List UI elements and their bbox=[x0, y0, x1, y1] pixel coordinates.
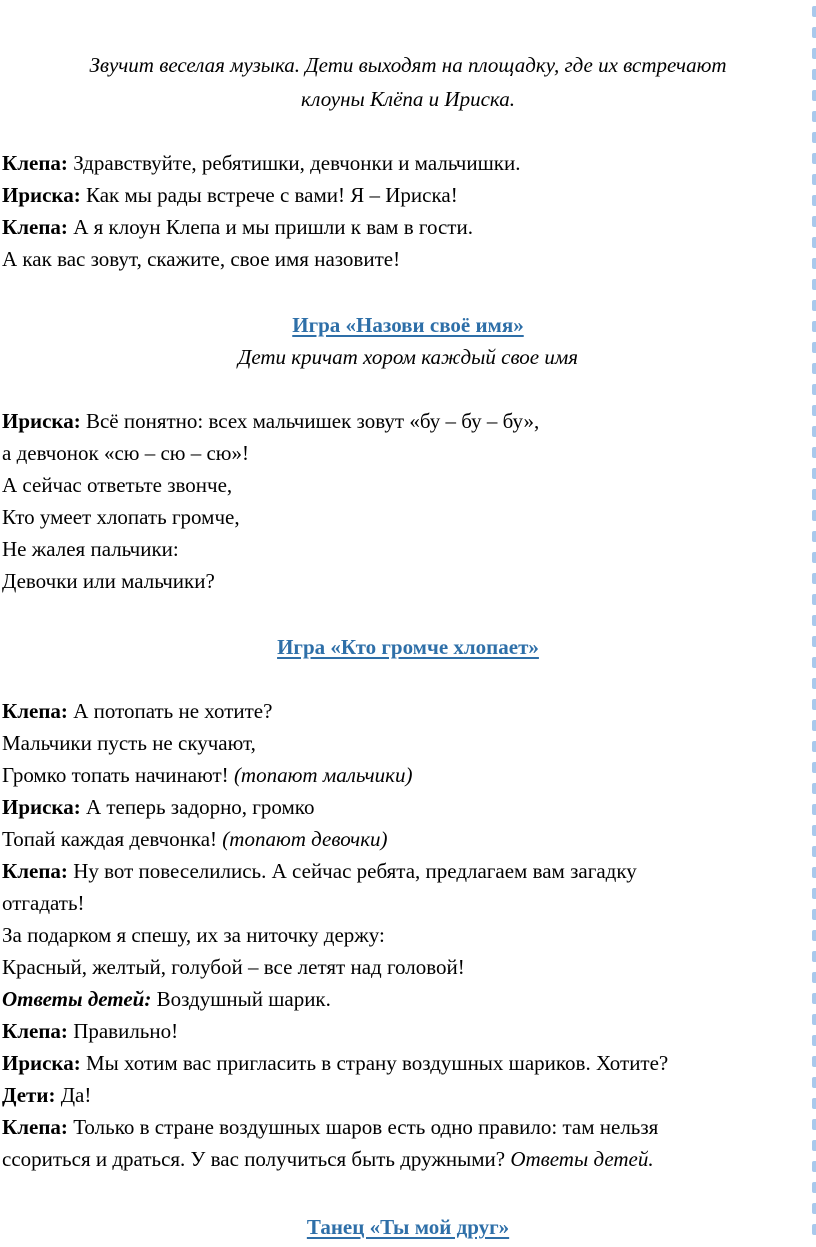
border-mark bbox=[812, 1203, 816, 1214]
dialogue-text: Только в стране воздушных шаров есть одно правило: там нельзя bbox=[67, 1115, 659, 1139]
border-mark bbox=[812, 615, 816, 626]
speaker-name: Ириска: bbox=[2, 409, 81, 433]
dialogue-text: Громко топать начинают! bbox=[2, 763, 234, 787]
speaker-name: Дети: bbox=[2, 1083, 56, 1107]
border-mark bbox=[812, 90, 816, 101]
border-mark bbox=[812, 258, 816, 269]
dialogue-text: Здравствуйте, ребятишки, девчонки и мальчишки. bbox=[67, 151, 521, 175]
border-mark bbox=[812, 1119, 816, 1130]
border-mark bbox=[812, 699, 816, 710]
dialogue-text: Как мы рады встрече с вами! Я – Ириска! bbox=[80, 183, 458, 207]
border-mark bbox=[812, 762, 816, 773]
dialogue-line bbox=[2, 1018, 178, 1044]
border-mark bbox=[812, 531, 816, 542]
speaker-name: Ириска: bbox=[2, 183, 81, 207]
dialogue-line bbox=[2, 858, 637, 884]
dialogue-text: Мы хотим вас пригласить в страну воздушных шариков. Хотите? bbox=[80, 1051, 669, 1075]
verse-line: А сейчас ответьте звонче, bbox=[2, 473, 233, 497]
verse-line: Кто умеет хлопать громче, bbox=[2, 505, 240, 529]
border-mark bbox=[812, 993, 816, 1004]
border-mark bbox=[812, 237, 816, 248]
border-mark bbox=[812, 825, 816, 836]
dialogue-text: А я клоун Клепа и мы пришли к вам в гости. bbox=[67, 215, 473, 239]
border-mark bbox=[812, 69, 816, 80]
dialogue-text: Всё понятно: всех мальчишек зовут «бу – бу – бу», bbox=[80, 409, 540, 433]
page-border-decoration bbox=[806, 0, 816, 1247]
border-mark bbox=[812, 888, 816, 899]
dialogue-line bbox=[2, 1050, 668, 1076]
border-mark bbox=[812, 426, 816, 437]
border-mark bbox=[812, 1077, 816, 1088]
verse-line: Девочки или мальчики? bbox=[2, 569, 215, 593]
border-mark bbox=[812, 153, 816, 164]
border-mark bbox=[812, 783, 816, 794]
stage-direction: (топают мальчики) bbox=[233, 763, 413, 787]
border-mark bbox=[812, 1140, 816, 1151]
border-mark bbox=[812, 174, 816, 185]
dialogue-line bbox=[2, 986, 331, 1012]
border-mark bbox=[812, 678, 816, 689]
border-mark bbox=[812, 1224, 816, 1235]
border-mark bbox=[812, 972, 816, 983]
border-mark bbox=[812, 216, 816, 227]
border-mark bbox=[812, 636, 816, 647]
dialogue-line bbox=[2, 826, 388, 852]
dialogue-line bbox=[2, 794, 314, 820]
border-mark bbox=[812, 1098, 816, 1109]
border-mark bbox=[812, 573, 816, 584]
dialogue-line bbox=[2, 698, 272, 724]
border-mark bbox=[812, 930, 816, 941]
dialogue-text: Да! bbox=[55, 1083, 92, 1107]
border-mark bbox=[812, 6, 816, 17]
dialogue-text: Ну вот повеселились. А сейчас ребята, предлагаем вам загадку bbox=[67, 859, 637, 883]
border-mark bbox=[812, 594, 816, 605]
speaker-name: Клепа: bbox=[2, 215, 68, 239]
border-mark bbox=[812, 1161, 816, 1172]
speaker-name: Клепа: bbox=[2, 859, 68, 883]
border-mark bbox=[812, 804, 816, 815]
dialogue-line bbox=[2, 1146, 654, 1172]
dialogue-text: ссориться и драться. У вас получиться быть дружными? bbox=[2, 1147, 511, 1171]
speaker-name: Клепа: bbox=[2, 151, 68, 175]
game-1-note: Дети кричат хором каждый свое имя bbox=[237, 345, 579, 369]
speaker-name: Ответы детей: bbox=[2, 987, 152, 1011]
dialogue-line bbox=[2, 150, 520, 176]
intro-line-1: Звучит веселая музыка. Дети выходят на площадку, где их встречают bbox=[89, 53, 727, 77]
border-mark bbox=[812, 867, 816, 878]
dance-heading: Танец «Ты мой друг» bbox=[306, 1215, 510, 1239]
speaker-name: Клепа: bbox=[2, 1115, 68, 1139]
border-mark bbox=[812, 1014, 816, 1025]
speaker-name: Ириска: bbox=[2, 795, 81, 819]
dialogue-line bbox=[2, 762, 412, 788]
speaker-name: Клепа: bbox=[2, 1019, 68, 1043]
border-mark bbox=[812, 48, 816, 59]
border-mark bbox=[812, 846, 816, 857]
stage-direction: (топают девочки) bbox=[222, 827, 388, 851]
game-1-heading: Игра «Назови своё имя» bbox=[292, 313, 524, 337]
border-mark bbox=[812, 111, 816, 122]
verse-line: Не жалея пальчики: bbox=[2, 537, 179, 561]
dialogue-line bbox=[2, 1082, 91, 1108]
border-mark bbox=[812, 27, 816, 38]
speaker-name: Клепа: bbox=[2, 699, 68, 723]
dialogue-text: Топай каждая девчонка! bbox=[2, 827, 223, 851]
verse-line: отгадать! bbox=[2, 891, 85, 915]
border-mark bbox=[812, 405, 816, 416]
verse-line: Красный, желтый, голубой – все летят над головой! bbox=[2, 955, 465, 979]
dialogue-line bbox=[2, 408, 539, 434]
border-mark bbox=[812, 657, 816, 668]
dialogue-line bbox=[2, 214, 473, 240]
border-mark bbox=[812, 510, 816, 521]
verse-line: Мальчики пусть не скучают, bbox=[2, 731, 256, 755]
dialogue-text: Правильно! bbox=[67, 1019, 179, 1043]
intro-line-2: клоуны Клёпа и Ириска. bbox=[301, 87, 515, 111]
verse-line: За подарком я спешу, их за ниточку держу: bbox=[2, 923, 385, 947]
verse-line: а девчонок «сю – сю – сю»! bbox=[2, 441, 249, 465]
border-mark bbox=[812, 1035, 816, 1046]
border-mark bbox=[812, 552, 816, 563]
border-mark bbox=[812, 132, 816, 143]
dialogue-line bbox=[2, 246, 400, 272]
border-mark bbox=[812, 720, 816, 731]
dialogue-line bbox=[2, 182, 458, 208]
border-mark bbox=[812, 363, 816, 374]
border-mark bbox=[812, 489, 816, 500]
border-mark bbox=[812, 195, 816, 206]
border-mark bbox=[812, 300, 816, 311]
border-mark bbox=[812, 951, 816, 962]
border-mark bbox=[812, 384, 816, 395]
dialogue-text: А потопать не хотите? bbox=[67, 699, 273, 723]
game-2-heading: Игра «Кто громче хлопает» bbox=[277, 635, 539, 659]
border-mark bbox=[812, 1182, 816, 1193]
border-mark bbox=[812, 1056, 816, 1067]
dialogue-text: А как вас зовут, скажите, свое имя назовите! bbox=[2, 247, 401, 271]
speaker-name: Ириска: bbox=[2, 1051, 81, 1075]
dialogue-text: Воздушный шарик. bbox=[151, 987, 331, 1011]
border-mark bbox=[812, 279, 816, 290]
border-mark bbox=[812, 468, 816, 479]
stage-direction: Ответы детей. bbox=[510, 1147, 654, 1171]
dialogue-text: А теперь задорно, громко bbox=[80, 795, 315, 819]
border-mark bbox=[812, 741, 816, 752]
border-mark bbox=[812, 447, 816, 458]
dialogue-line bbox=[2, 1114, 658, 1140]
border-mark bbox=[812, 342, 816, 353]
border-mark bbox=[812, 321, 816, 332]
border-mark bbox=[812, 909, 816, 920]
